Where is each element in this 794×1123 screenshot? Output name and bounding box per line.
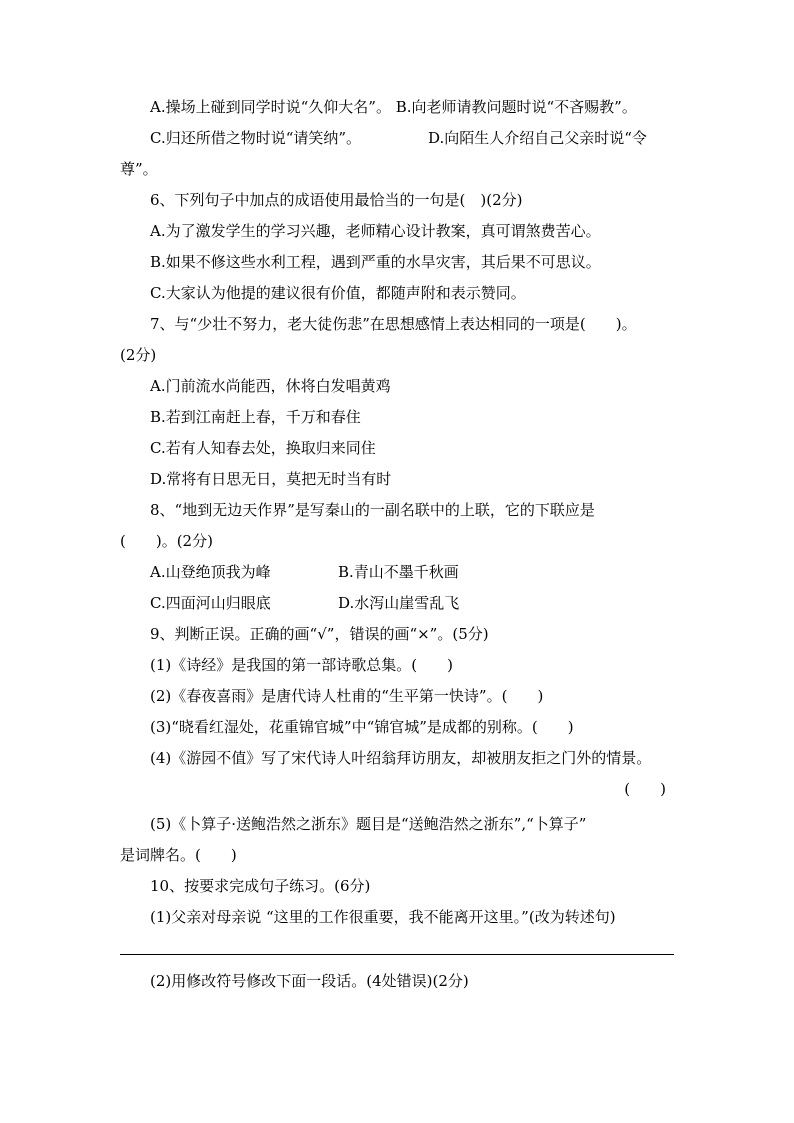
question-9-item-5-continued: 是词牌名。( ) — [120, 846, 237, 864]
question-7-stem: 7、与“少壮不努力，老大徒伤悲”在思想感情上表达相同的一项是( )。 — [150, 315, 637, 333]
question-7-option-d: D.常将有日思无日，莫把无时当有时 — [150, 470, 392, 488]
question-9-item-4: (4)《游园不值》写了宋代诗人叶绍翁拜访朋友，却被朋友拒之门外的情景。 — [150, 749, 652, 767]
question-9-item-4-answer-paren: ( ) — [624, 780, 666, 798]
question-10-stem: 10、按要求完成句子练习。(6分) — [150, 877, 371, 895]
question-9-item-3: (3)“晓看红湿处，花重锦官城”中“锦官城”是成都的别称。( ) — [150, 718, 574, 736]
question-6-option-a: A.为了激发学生的学习兴趣，老师精心设计教案，真可谓煞费苦心。 — [150, 222, 601, 240]
question-10-item-2: (2)用修改符号修改下面一段话。(4处错误)(2分) — [150, 972, 469, 990]
question-6-option-b: B.如果不修这些水利工程，遇到严重的水旱灾害，其后果不可思议。 — [150, 253, 601, 271]
question-10-item-1: (1)父亲对母亲说 “这里的工作很重要，我不能离开这里。”(改为转述句) — [150, 908, 616, 926]
question-8-option-a: A.山登绝顶我为峰 — [150, 563, 271, 581]
question-8-option-c: C.四面河山归眼底 — [150, 594, 271, 612]
question-9-item-2: (2)《春夜喜雨》是唐代诗人杜甫的“生平第一快诗”。( ) — [150, 687, 544, 705]
q5-option-d-continued: 尊”。 — [120, 160, 158, 178]
question-8-option-d: D.水泻山崖雪乱飞 — [338, 594, 460, 612]
question-9-stem: 9、判断正误。正确的画“√”，错误的画“×”。(5分) — [150, 625, 489, 643]
question-6-stem: 6、下列句子中加点的成语使用最恰当的一句是( )(2分) — [150, 191, 523, 209]
q5-option-d: D.向陌生人介绍自己父亲时说“令 — [428, 129, 647, 147]
question-8-stem-continued: ( )。(2分) — [120, 532, 213, 550]
q5-option-c: C.归还所借之物时说“请笑纳”。 — [150, 129, 362, 147]
question-8-stem: 8、“地到无边天作界”是写秦山的一副名联中的上联，它的下联应是 — [150, 501, 595, 519]
question-7-option-c: C.若有人知春去处，换取归来同住 — [150, 439, 376, 457]
question-9-item-1: (1)《诗经》是我国的第一部诗歌总集。( ) — [150, 656, 453, 674]
answer-line — [120, 954, 674, 955]
question-9-item-5: (5)《卜算子·送鲍浩然之浙东》题目是“送鲍浩然之浙东”,“卜算子” — [150, 815, 587, 833]
q5-option-ab: A.操场上碰到同学时说“久仰大名”。 B.向老师请教问题时说“不吝赐教”。 — [150, 98, 637, 116]
question-7-option-b: B.若到江南赶上春，千万和春住 — [150, 408, 361, 426]
question-6-option-c: C.大家认为他提的建议很有价值，都随声附和表示赞同。 — [150, 284, 526, 302]
question-8-option-b: B.青山不墨千秋画 — [338, 563, 459, 581]
question-7-option-a: A.门前流水尚能西，休将白发唱黄鸡 — [150, 377, 391, 395]
question-7-stem-continued: (2分) — [120, 346, 157, 364]
